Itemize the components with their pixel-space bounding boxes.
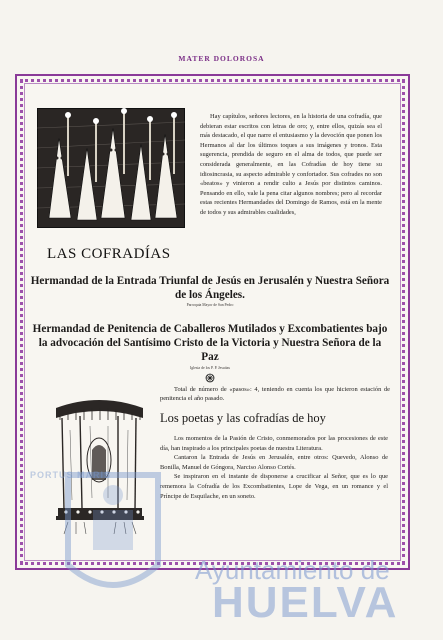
poets-paragraph: Los momentos de la Pasión de Cristo, conmemorados por las procesiones de este día, han inspirado a los principales poetas de nuestra Literatura. xyxy=(160,435,388,452)
poets-section-title: Los poetas y las cofradías de hoy xyxy=(160,411,326,425)
total-pasos-text: Total de número de «pasos»: 4, teniendo en cuenta los que hicieron estación de penitencia el año pasado. xyxy=(160,386,390,403)
palio-illustration xyxy=(52,390,147,535)
brotherhood-heading: Hermandad de Penitencia de Caballeros Mutilados y Excombatientes bajo la advocación del Santísimo Cristo de la Victoria y Nuestra Señora de la Paz xyxy=(32,323,388,363)
poets-paragraph: Se inspiraron en el instante de disponerse a crucificar al Señor, que es lo que rememora la Cofradía de los Excombatientes, Lope de Vega, en un romance y el Príncipe de Esquilache, en un soneto. xyxy=(160,473,388,500)
page-header: MATER DOLOROSA xyxy=(178,54,265,63)
watermark-ring-text: PORTUS MARIS xyxy=(30,470,112,480)
poets-section-body xyxy=(160,434,388,501)
brotherhood-heading: Hermandad de la Entrada Triunfal de Jesús en Jerusalén y Nuestra Señora de los Ángeles. xyxy=(30,275,390,301)
watermark-line2: HUELVA xyxy=(212,578,399,627)
procession-illustration xyxy=(37,108,185,228)
brotherhood-parish: Iglesia de los P. P. Jesuitas xyxy=(190,366,230,370)
poets-paragraph: Cantaron la Entrada de Jesús en Jerusalén, entre otros: Quevedo, Alonso de Bonilla, Manuel de Góngora, Narciso Alonso Cortés. xyxy=(160,454,388,471)
intro-paragraph: Hay capítulos, señores lectores, en la historia de una cofradía, que debieran estar escritos con letras de oro; y, entre ellos, quizás sea el más destacado, el que narre el entusiasmo y la devoción que ponen los Hermanos al dar los últimos toques a sus imágenes y tronos. Esta sugerencia, prendida de seguro en el alma de todos, que puede ser considerada generalmente, en las Cofradías de hoy tiene su idiosincrasia, su aspecto admirable y confortador. Sus cofrades no son «beatos» y vinieron a rendir culto a Jesús por distintos caminos. Pensando en ello, vale la pena citar algunos nombres; pero al recordar estas recientes Hermandades del Domingo de Ramos, está en la mente de todos y sus admirables cualidades, xyxy=(200,113,382,216)
brotherhood-parish: Parroquia Mayor de San Pedro xyxy=(186,303,234,307)
rosette-ornament-icon xyxy=(205,373,215,383)
watermark-line1: Ayuntamiento de xyxy=(195,555,390,585)
section-title: LAS COFRADÍAS xyxy=(47,246,171,262)
